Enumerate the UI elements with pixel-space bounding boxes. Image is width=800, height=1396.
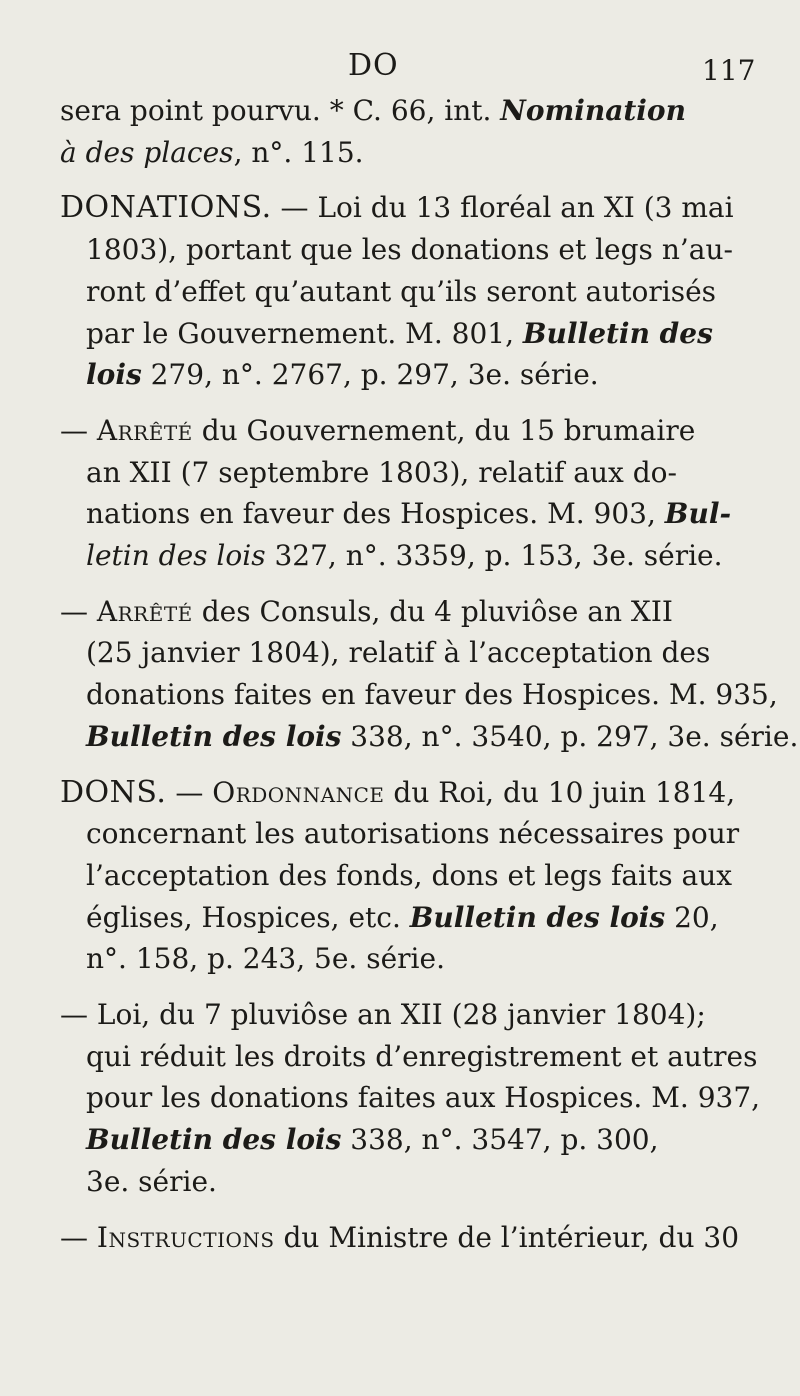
text-line bbox=[60, 1077, 760, 1119]
text-line bbox=[60, 938, 760, 980]
text-line bbox=[60, 535, 760, 577]
italic-ref: Bulletin des bbox=[522, 316, 713, 350]
italic-ref: Bulletin des lois bbox=[86, 719, 342, 753]
text-line bbox=[60, 229, 760, 271]
text-run: du Roi, du 10 juin 1814, bbox=[384, 775, 736, 809]
text-run: (25 janvier 1804), relatif à l’acceptation des bbox=[86, 636, 711, 670]
text-run: 338, n°. 3547, p. 300, bbox=[341, 1123, 659, 1157]
text-line bbox=[60, 591, 760, 633]
text-line bbox=[60, 90, 760, 132]
text-line bbox=[60, 813, 760, 855]
text-run: 1803), portant que les donations et legs n’au- bbox=[86, 233, 733, 267]
text-line bbox=[60, 1217, 760, 1259]
text-run: — bbox=[60, 1220, 97, 1254]
entry-heading: Arrêté bbox=[96, 594, 193, 628]
text-line bbox=[60, 1161, 760, 1203]
entry-heading: DONATIONS. bbox=[60, 190, 272, 226]
entry-heading: Arrêté bbox=[96, 413, 193, 447]
text-line bbox=[60, 772, 760, 814]
text-line bbox=[60, 716, 799, 758]
text-run: an XII (7 septembre 1803), relatif aux do- bbox=[86, 455, 677, 489]
text-run: des Consuls, du 4 pluviôse an XII bbox=[192, 594, 673, 628]
text-run: ront d’effet qu’autant qu’ils seront autorisés bbox=[86, 274, 717, 308]
text-line bbox=[60, 855, 760, 897]
italic-ref: Bulletin des lois bbox=[86, 1123, 342, 1157]
text-line bbox=[60, 271, 760, 313]
italic-ref: Bul- bbox=[664, 497, 732, 531]
text-run: pour les donations faites aux Hospices. M. 937, bbox=[86, 1081, 761, 1115]
text-run: — bbox=[60, 413, 97, 447]
text-run: — bbox=[60, 594, 97, 628]
entry-donations-loi bbox=[60, 187, 760, 396]
text-line bbox=[60, 493, 760, 535]
entry-arrete-consuls bbox=[60, 591, 799, 758]
text-line bbox=[60, 410, 760, 452]
text-run: — Loi du 13 floréal an XI (3 mai bbox=[271, 191, 734, 225]
entry-subheading: Ordonnance bbox=[212, 775, 385, 809]
text-line bbox=[60, 1036, 760, 1078]
entry-instructions bbox=[60, 1217, 760, 1259]
text-line bbox=[60, 1119, 760, 1161]
text-run: l’acceptation des fonds, dons et legs faits aux bbox=[86, 858, 733, 892]
text-run: n°. 158, p. 243, 5e. série. bbox=[86, 942, 445, 976]
text-run: 338, n°. 3540, p. 297, 3e. série. bbox=[341, 719, 799, 753]
text-run: par le Gouvernement. M. 801, bbox=[86, 316, 523, 350]
text-run: , n°. 115. bbox=[233, 135, 364, 169]
text-line bbox=[60, 313, 760, 355]
text-run: sera point pourvu. * C. 66, int. bbox=[60, 94, 501, 127]
entry-nomination-continuation bbox=[60, 90, 760, 173]
italic-ref: Bulletin des lois bbox=[409, 900, 666, 934]
text-run: 3e. série. bbox=[86, 1164, 217, 1198]
text-line bbox=[60, 452, 760, 494]
entry-heading: DONS. bbox=[60, 774, 167, 810]
text-run: 279, n°. 2767, p. 297, 3e. série. bbox=[141, 358, 599, 392]
text-block bbox=[60, 90, 799, 1272]
text-line bbox=[60, 632, 760, 674]
text-run: du Gouvernement, du 15 brumaire bbox=[192, 413, 696, 447]
entry-arrete-gouvernement bbox=[60, 410, 760, 577]
entry-loi-pluviose bbox=[60, 994, 760, 1203]
text-run: du Ministre de l’intérieur, du 30 bbox=[274, 1220, 740, 1254]
text-line bbox=[60, 354, 760, 396]
text-run: donations faites en faveur des Hospices. M. 935, bbox=[86, 678, 778, 712]
running-head: DO bbox=[348, 48, 399, 83]
entry-dons-ordonnance bbox=[60, 772, 760, 981]
text-run: églises, Hospices, etc. bbox=[86, 900, 410, 934]
text-run: — bbox=[166, 775, 213, 809]
text-line bbox=[60, 674, 778, 716]
italic-ref: Nomination bbox=[500, 94, 686, 127]
page-header bbox=[0, 38, 800, 88]
page-number: 117 bbox=[702, 54, 756, 87]
italic-ref: lois bbox=[86, 358, 142, 392]
text-run: 327, n°. 3359, p. 153, 3e. série. bbox=[265, 539, 723, 573]
text-line bbox=[60, 187, 760, 229]
text-line bbox=[60, 897, 760, 939]
text-line bbox=[60, 994, 760, 1036]
text-line bbox=[60, 132, 760, 174]
text-run: qui réduit les droits d’enregistrement et autres bbox=[86, 1039, 758, 1073]
text-run: nations en faveur des Hospices. M. 903, bbox=[86, 497, 665, 531]
italic-ref: letin des lois bbox=[86, 539, 266, 573]
italic-ref: à des places bbox=[60, 135, 234, 169]
text-run: 20, bbox=[665, 900, 719, 934]
text-run: concernant les autorisations nécessaires pour bbox=[86, 817, 740, 851]
text-run: — Loi, du 7 pluviôse an XII (28 janvier 1804); bbox=[60, 998, 706, 1032]
entry-heading: Instructions bbox=[96, 1220, 275, 1254]
